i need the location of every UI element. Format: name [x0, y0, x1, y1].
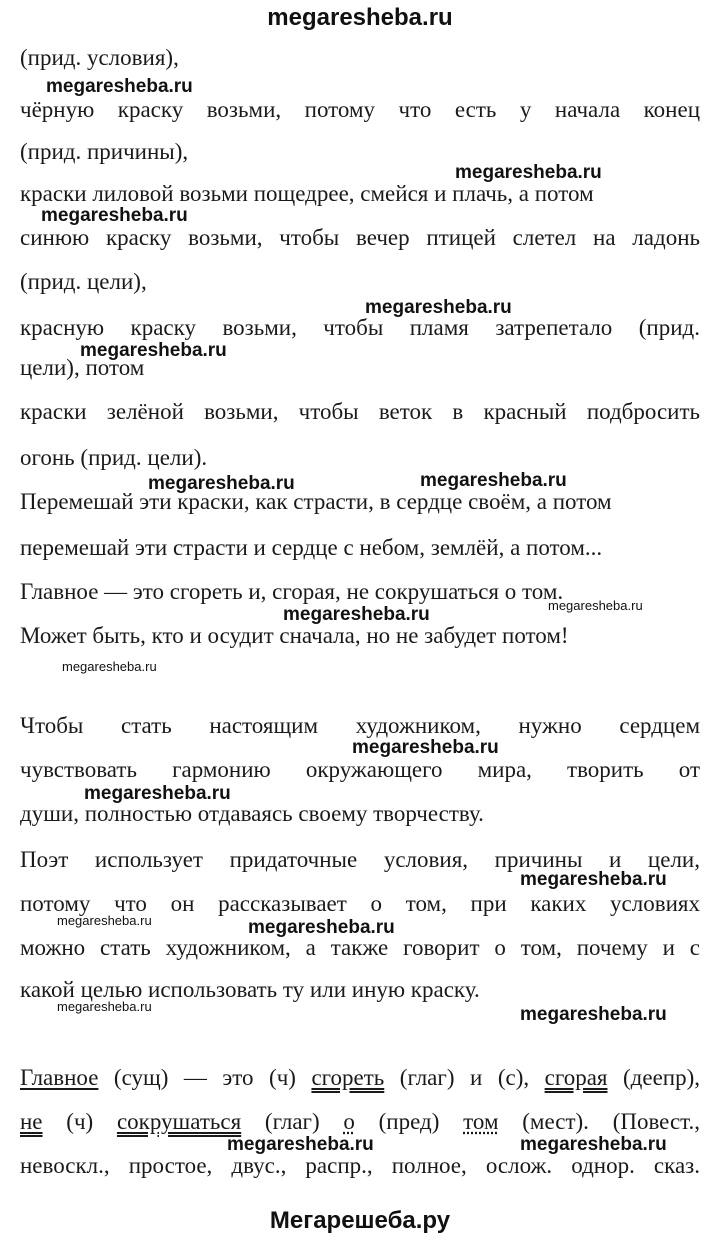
parse-line: [20, 1064, 700, 1092]
essay-line: чувствовать гармонию окружающего мира, творить от: [20, 757, 700, 782]
poem-line: огонь (прид. цели).: [20, 445, 208, 470]
essay-line: души, полностью отдаваясь своему творчеству.: [20, 801, 484, 826]
poem-line: (прид. условия),: [20, 45, 179, 70]
parse-word-predicate: сокрушаться: [116, 1109, 242, 1134]
parse-word-preposition: о: [343, 1109, 355, 1134]
poem-line: цели), потом: [20, 355, 145, 380]
watermark: megaresheba.ru: [248, 917, 395, 938]
parse-text: (деепр),: [607, 1065, 700, 1090]
analysis-line: какой целью использовать ту или иную краску.: [20, 977, 480, 1002]
watermark: megaresheba.ru: [62, 659, 157, 674]
poem-line: Перемешай эти краски, как страсти, в сердце своём, а потом: [20, 489, 612, 514]
parse-word-predicate: сгорая: [544, 1065, 608, 1090]
parse-text: (глаг) и (с),: [384, 1065, 545, 1090]
site-header: megaresheba.ru: [267, 4, 453, 31]
poem-line: Может быть, кто и осудит сначала, но не забудет потом!: [20, 623, 569, 648]
watermark: megaresheba.ru: [283, 604, 430, 625]
analysis-line: Поэт использует придаточные условия, причины и цели,: [20, 847, 700, 872]
analysis-line: потому что он рассказывает о том, при каких условиях: [20, 891, 700, 916]
parse-line: [20, 1108, 700, 1136]
parse-line: невоскл., простое, двус., распр., полное, ослож. однор. сказ.: [20, 1153, 700, 1178]
essay-line: Чтобы стать настоящим художником, нужно сердцем: [20, 713, 700, 738]
parse-word-subject: Главное: [20, 1065, 99, 1090]
watermark: megaresheba.ru: [365, 297, 512, 318]
watermark: megaresheba.ru: [57, 913, 152, 928]
parse-word-predicate: сгореть: [311, 1065, 385, 1090]
watermark: megaresheba.ru: [227, 1134, 374, 1155]
parse-text: (сущ) — это (ч): [98, 1065, 312, 1090]
poem-line: краски лиловой возьми пощедрее, смейся и плачь, а потом: [20, 181, 594, 206]
poem-line: (прид. причины),: [20, 139, 189, 164]
watermark: megaresheba.ru: [520, 869, 667, 890]
watermark: megaresheba.ru: [420, 470, 567, 491]
watermark: megaresheba.ru: [80, 340, 227, 361]
watermark: megaresheba.ru: [57, 999, 152, 1014]
watermark: megaresheba.ru: [520, 1134, 667, 1155]
watermark: megaresheba.ru: [148, 473, 295, 494]
watermark: megaresheba.ru: [41, 205, 188, 226]
parse-text: (пред): [354, 1109, 464, 1134]
parse-text: (ч): [42, 1109, 117, 1134]
analysis-line: можно стать художником, а также говорит о том, почему и с: [20, 935, 700, 960]
poem-line: синюю краску возьми, чтобы вечер птицей слетел на ладонь: [20, 225, 700, 250]
parse-text: (мест). (Повест.,: [498, 1109, 700, 1134]
parse-word-particle: не: [20, 1109, 43, 1134]
poem-line: красную краску возьми, чтобы пламя затрепетало (прид.: [20, 315, 700, 340]
parse-text: (глаг): [241, 1109, 344, 1134]
watermark: megaresheba.ru: [46, 76, 193, 97]
watermark: megaresheba.ru: [455, 162, 602, 183]
site-footer: Мегарешеба.ру: [269, 1207, 451, 1234]
watermark: megaresheba.ru: [352, 737, 499, 758]
poem-line: краски зелёной возьми, чтобы веток в красный подбросить: [20, 399, 700, 424]
poem-line: (прид. цели),: [20, 269, 147, 294]
watermark: megaresheba.ru: [548, 598, 643, 613]
parse-word-pronoun: том: [463, 1109, 499, 1134]
poem-line: чёрную краску возьми, потому что есть у начала конец: [20, 97, 700, 122]
watermark: megaresheba.ru: [84, 783, 231, 804]
watermark: megaresheba.ru: [520, 1004, 667, 1025]
poem-line: Главное — это сгореть и, сгорая, не сокрушаться о том.: [20, 579, 564, 604]
poem-line: перемешай эти страсти и сердце с небом, землёй, а потом...: [20, 535, 603, 560]
